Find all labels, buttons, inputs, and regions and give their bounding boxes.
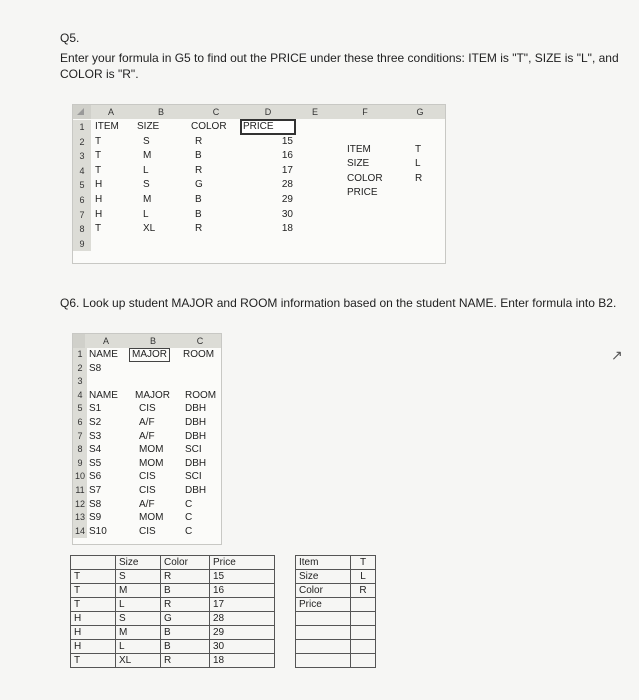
grid-cell[interactable] [296, 612, 351, 626]
student-name-cell[interactable]: S3 [89, 430, 102, 442]
grid-cell[interactable] [296, 640, 351, 654]
criteria-label[interactable]: ITEM [347, 143, 371, 155]
grid-cell[interactable]: XL [116, 654, 161, 668]
student-room-cell[interactable]: DBH [185, 457, 207, 469]
student-room-cell[interactable]: C [185, 512, 193, 524]
grid-cell[interactable]: B [161, 584, 210, 598]
grid-cell[interactable]: H [71, 612, 116, 626]
student-name-cell[interactable]: S2 [89, 417, 102, 428]
column-header-a[interactable]: A [91, 105, 132, 119]
grid-row [71, 612, 376, 626]
student-major-cell[interactable]: CIS [139, 485, 156, 496]
header-item[interactable]: ITEM [95, 121, 119, 132]
color-cell[interactable]: R [195, 164, 203, 176]
column-header-c[interactable]: C [179, 334, 222, 348]
row-header-1[interactable]: 1 [73, 120, 91, 135]
student-name-cell[interactable]: S10 [89, 525, 107, 537]
item-cell[interactable]: H [95, 179, 103, 191]
criteria-value[interactable]: T [415, 143, 422, 155]
row-header-5[interactable]: 5 [73, 178, 91, 193]
column-header-b[interactable]: B [131, 105, 192, 119]
grid-cell[interactable]: M [116, 584, 161, 598]
size-cell[interactable]: XL [143, 223, 156, 235]
grid-row [71, 640, 376, 654]
column-header-a[interactable]: A [85, 334, 128, 348]
grid-cell[interactable]: T [71, 570, 116, 584]
header-major[interactable]: MAJOR [129, 348, 170, 362]
student-room-cell[interactable]: SCI [185, 444, 202, 456]
student-room-cell[interactable]: SCI [185, 471, 202, 483]
student-room-cell[interactable]: C [185, 498, 193, 510]
student-major-cell[interactable]: MOM [139, 457, 164, 469]
grid-cell[interactable] [351, 598, 376, 612]
grid-cell[interactable]: R [161, 654, 210, 668]
item-cell[interactable]: H [95, 194, 103, 205]
grid-cell[interactable]: L [351, 570, 376, 584]
grid-cell[interactable] [275, 556, 296, 570]
price-cell[interactable]: 28 [281, 179, 293, 191]
grid-cell[interactable]: 17 [210, 598, 275, 612]
grid-cell[interactable] [351, 626, 376, 640]
q5-instructions: Enter your formula in G5 to find out the PRICE under these three conditions: ITEM is "T", SIZE is "L", and COLOR is "R". [60, 51, 619, 81]
student-major-cell[interactable]: CIS [139, 471, 156, 483]
q5-spreadsheet [72, 104, 446, 264]
criteria-label[interactable]: SIZE [347, 158, 370, 170]
row-header-8[interactable]: 8 [73, 443, 87, 457]
table-header-room[interactable]: ROOM [185, 389, 217, 401]
student-name-cell[interactable]: S6 [89, 471, 102, 483]
row-header-9[interactable]: 9 [73, 237, 91, 252]
student-major-cell[interactable]: A/F [139, 417, 155, 428]
grid-cell[interactable] [71, 556, 116, 570]
item-cell[interactable]: T [95, 223, 102, 235]
q5-number: Q5. [60, 31, 80, 45]
grid-cell[interactable]: 18 [210, 654, 275, 668]
row-header-6[interactable]: 6 [73, 193, 91, 208]
student-name-cell[interactable]: S4 [89, 444, 102, 456]
table-header-major[interactable]: MAJOR [135, 389, 170, 401]
q6-instructions: Q6. Look up student MAJOR and ROOM information based on the student NAME. Enter formula into B2. [60, 296, 617, 310]
grid-cell[interactable] [275, 640, 296, 654]
size-cell[interactable]: L [143, 208, 149, 220]
color-cell[interactable]: B [195, 208, 202, 220]
color-cell[interactable]: G [195, 179, 203, 191]
item-cell[interactable]: H [95, 208, 103, 220]
color-cell[interactable]: B [195, 194, 202, 205]
column-header-f[interactable]: F [335, 105, 396, 119]
grid-cell[interactable]: Color [296, 584, 351, 598]
q6-spreadsheet [72, 333, 222, 545]
price-cell[interactable]: 17 [281, 164, 293, 176]
lookup-grid [70, 555, 376, 668]
grid-cell[interactable]: Price [210, 556, 275, 570]
select-all-icon [77, 108, 84, 115]
grid-cell[interactable] [275, 612, 296, 626]
row-header-11[interactable]: 11 [73, 484, 87, 498]
price-cell[interactable]: 16 [281, 150, 293, 162]
grid-cell[interactable]: R [161, 598, 210, 612]
column-header-g[interactable]: G [395, 105, 446, 119]
row-header-3[interactable]: 3 [73, 149, 91, 164]
size-cell[interactable]: M [143, 194, 152, 205]
grid-cell[interactable]: T [351, 556, 376, 570]
grid-header-row [71, 556, 376, 570]
size-cell[interactable]: S [143, 135, 150, 147]
size-cell[interactable]: L [143, 164, 149, 176]
grid-row [71, 570, 376, 584]
grid-cell[interactable]: G [161, 612, 210, 626]
row-header-7[interactable]: 7 [73, 430, 87, 444]
header-room[interactable]: ROOM [183, 349, 215, 360]
student-room-cell[interactable]: DBH [185, 403, 207, 415]
color-cell[interactable]: B [195, 150, 202, 162]
grid-cell[interactable]: Price [296, 598, 351, 612]
row-header-13[interactable]: 13 [73, 511, 87, 525]
grid-cell[interactable]: 16 [210, 584, 275, 598]
select-all-corner[interactable] [73, 105, 92, 119]
grid-cell[interactable]: L [116, 640, 161, 654]
grid-cell[interactable] [351, 612, 376, 626]
row-header-9[interactable]: 9 [73, 457, 87, 471]
grid-row [71, 626, 376, 640]
row-header-1[interactable]: 1 [73, 348, 87, 362]
row-header-5[interactable]: 5 [73, 402, 87, 416]
grid-cell[interactable]: T [71, 654, 116, 668]
student-room-cell[interactable]: DBH [185, 417, 207, 428]
student-major-cell[interactable]: MOM [139, 512, 164, 524]
criteria-value[interactable]: R [415, 172, 423, 184]
row-header-4[interactable]: 4 [73, 164, 91, 179]
grid-cell[interactable] [275, 584, 296, 598]
grid-cell[interactable] [296, 654, 351, 668]
criteria-value[interactable]: L [415, 158, 421, 170]
row-header-3[interactable]: 3 [73, 375, 87, 389]
grid-row [71, 654, 376, 668]
grid-cell[interactable]: S [116, 612, 161, 626]
grid-cell[interactable] [275, 598, 296, 612]
grid-cell[interactable]: R [161, 570, 210, 584]
grid-cell[interactable] [275, 570, 296, 584]
student-room-cell[interactable]: DBH [185, 485, 207, 496]
student-room-cell[interactable]: DBH [185, 430, 207, 442]
grid-cell[interactable]: 29 [210, 626, 275, 640]
grid-cell[interactable]: B [161, 640, 210, 654]
lookup-name-cell[interactable]: S8 [89, 362, 102, 374]
grid-cell[interactable]: H [71, 626, 116, 640]
student-name-cell[interactable]: S1 [89, 403, 102, 415]
column-header-b[interactable]: B [127, 334, 180, 348]
student-major-cell[interactable]: MOM [139, 444, 164, 456]
grid-row [71, 584, 376, 598]
criteria-label[interactable]: COLOR [347, 172, 383, 184]
student-name-cell[interactable]: S9 [89, 512, 102, 524]
price-cell[interactable]: 30 [281, 208, 293, 220]
grid-cell[interactable]: M [116, 626, 161, 640]
row-header-6[interactable]: 6 [73, 416, 87, 430]
grid-cell[interactable]: 30 [210, 640, 275, 654]
student-major-cell[interactable]: CIS [139, 525, 156, 537]
grid-cell[interactable] [296, 626, 351, 640]
row-header-7[interactable]: 7 [73, 208, 91, 223]
column-header-d[interactable]: D [241, 105, 296, 119]
grid-cell[interactable]: S [116, 570, 161, 584]
grid-cell[interactable] [351, 640, 376, 654]
item-cell[interactable]: T [95, 135, 102, 147]
row-header-14[interactable]: 14 [73, 525, 87, 539]
row-header-12[interactable]: 12 [73, 498, 87, 512]
item-cell[interactable]: T [95, 150, 102, 162]
student-major-cell[interactable]: A/F [139, 498, 155, 510]
grid-cell[interactable]: B [161, 626, 210, 640]
column-header-e[interactable]: E [295, 105, 336, 119]
grid-cell[interactable]: T [71, 584, 116, 598]
grid-cell[interactable]: 28 [210, 612, 275, 626]
student-name-cell[interactable]: S5 [89, 457, 102, 469]
size-cell[interactable]: M [143, 150, 152, 162]
student-room-cell[interactable]: C [185, 525, 193, 537]
row-header-10[interactable]: 10 [73, 470, 87, 484]
student-name-cell[interactable]: S7 [89, 485, 102, 496]
item-cell[interactable]: T [95, 164, 102, 176]
grid-row [71, 598, 376, 612]
grid-cell[interactable]: Item [296, 556, 351, 570]
row-header-8[interactable]: 8 [73, 222, 91, 237]
color-cell[interactable]: R [195, 223, 203, 235]
grid-cell[interactable]: Size [296, 570, 351, 584]
row-header-2[interactable]: 2 [73, 135, 91, 150]
header-size[interactable]: SIZE [137, 121, 160, 132]
row-header-2[interactable]: 2 [73, 362, 87, 376]
color-cell[interactable]: R [195, 135, 203, 147]
column-header-c[interactable]: C [191, 105, 242, 119]
grid-cell[interactable]: 15 [210, 570, 275, 584]
header-color[interactable]: COLOR [191, 121, 227, 132]
grid-cell[interactable]: Size [116, 556, 161, 570]
table-header-name[interactable]: NAME [89, 389, 118, 401]
header-price[interactable]: PRICE [241, 120, 295, 134]
grid-cell[interactable]: R [351, 584, 376, 598]
grid-cell[interactable]: L [116, 598, 161, 612]
student-name-cell[interactable]: S8 [89, 498, 102, 510]
grid-cell[interactable]: H [71, 640, 116, 654]
student-major-cell[interactable]: A/F [139, 430, 155, 442]
grid-cell[interactable] [275, 626, 296, 640]
price-cell[interactable]: 29 [281, 194, 293, 205]
mouse-pointer-icon: ↗ [611, 347, 623, 363]
size-cell[interactable]: S [143, 179, 150, 191]
price-cell[interactable]: 18 [281, 223, 293, 235]
criteria-label[interactable]: PRICE [347, 187, 378, 199]
header-name[interactable]: NAME [89, 349, 118, 360]
grid-cell[interactable]: Color [161, 556, 210, 570]
row-header-4[interactable]: 4 [73, 389, 87, 403]
grid-cell[interactable] [351, 654, 376, 668]
grid-cell[interactable]: T [71, 598, 116, 612]
price-cell[interactable]: 15 [281, 135, 293, 147]
grid-cell[interactable] [275, 654, 296, 668]
student-major-cell[interactable]: CIS [139, 403, 156, 415]
